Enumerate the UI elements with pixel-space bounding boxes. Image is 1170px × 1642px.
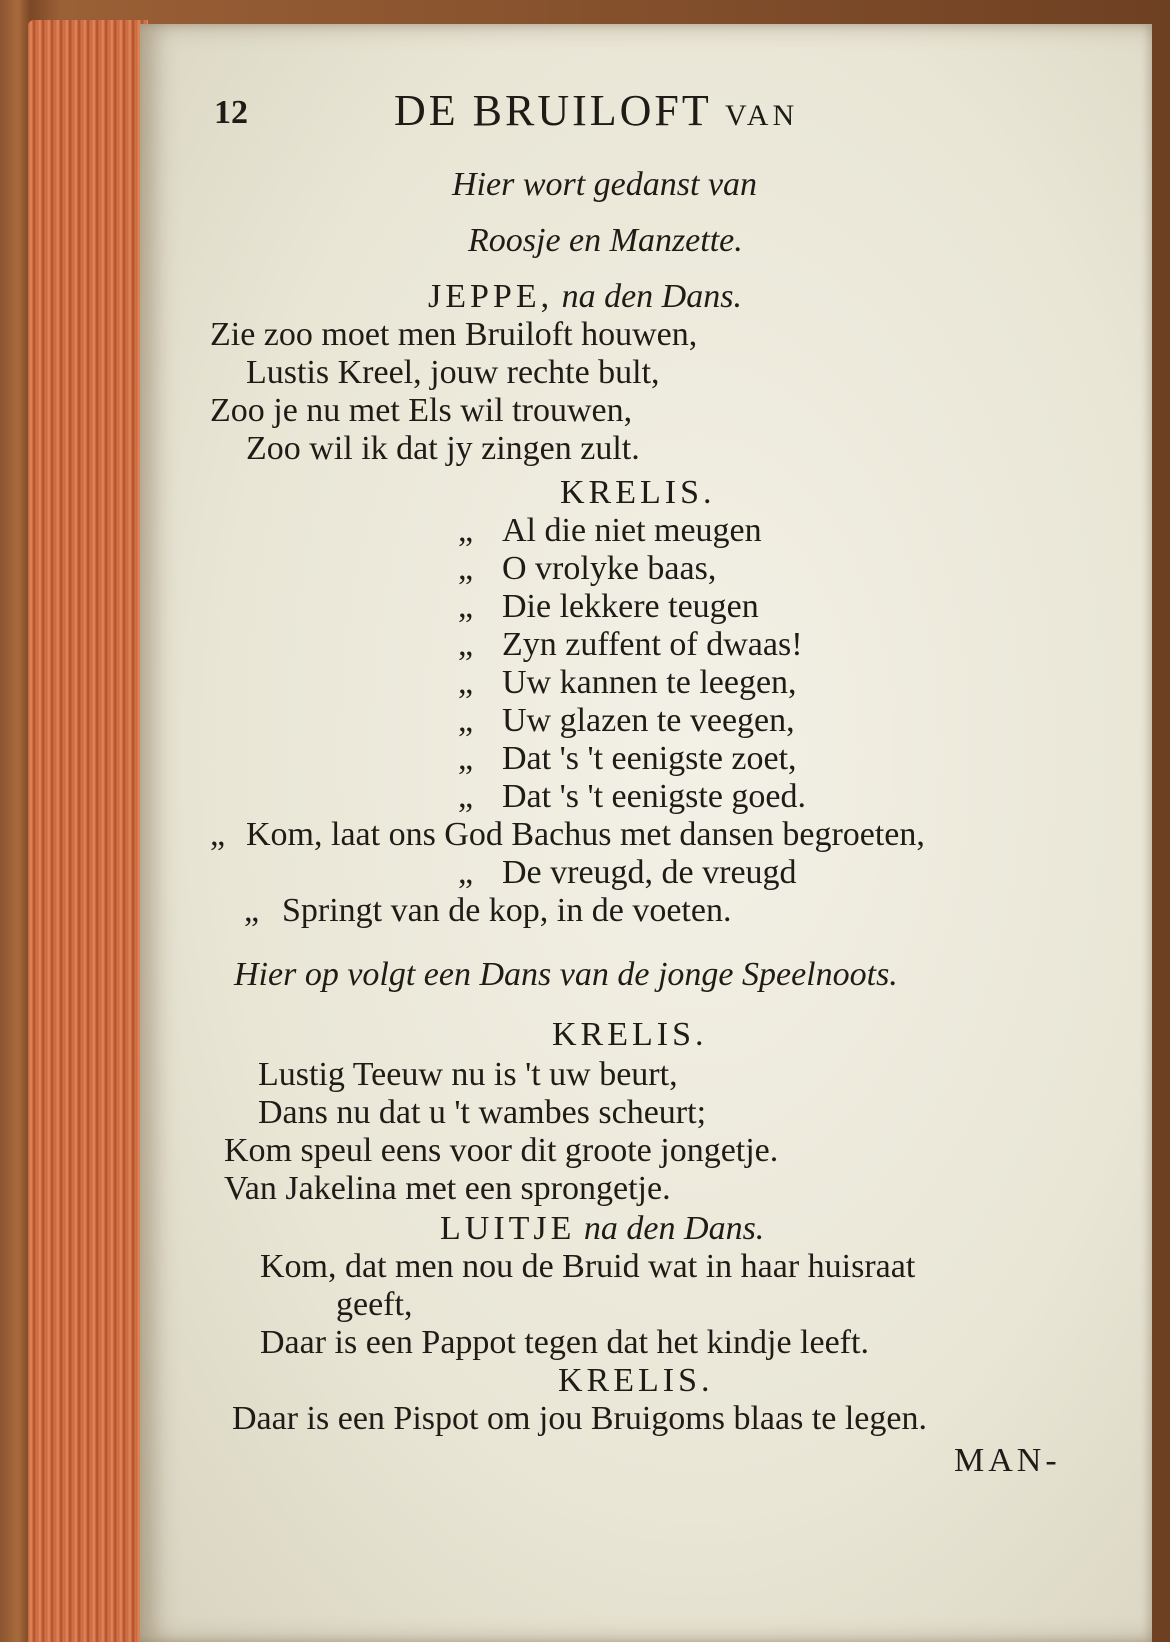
book-page-edges: [28, 20, 148, 1642]
song-line: [458, 664, 797, 702]
speaker-heading: [428, 278, 742, 316]
quote-mark: „: [458, 740, 474, 777]
verse-line: Kom speul eens voor dit groote jongetje.: [224, 1132, 779, 1169]
verse-line: Daar is een Pispot om jou Bruigoms blaas te legen.: [232, 1400, 927, 1437]
catchword: MAN-: [954, 1442, 1061, 1479]
song-text: De vreugd, de vreugd: [502, 854, 797, 891]
page-number: 12: [214, 94, 248, 131]
quote-mark: „: [458, 854, 474, 891]
quote-mark: „: [458, 588, 474, 625]
speaker-heading: [440, 1210, 764, 1248]
verse-line: Zoo je nu met Els wil trouwen,: [210, 392, 633, 429]
speaker-direction: na den Dans.: [583, 1210, 765, 1247]
quote-mark: „: [458, 664, 474, 701]
song-line: [458, 626, 803, 664]
verse-line: geeft,: [336, 1286, 413, 1323]
running-title-main: DE BRUILOFT: [394, 86, 711, 135]
song-line: [458, 588, 759, 626]
song-line: [458, 550, 716, 588]
quote-mark: „: [210, 816, 226, 853]
stage-direction-line: Roosje en Manzette.: [468, 222, 743, 259]
song-line: [244, 892, 731, 930]
verse-line: Daar is een Pappot tegen dat het kindje leeft.: [260, 1324, 869, 1361]
speaker-heading: KRELIS.: [560, 474, 716, 511]
song-text: Springt van de kop, in de voeten.: [282, 892, 732, 929]
song-line: [458, 778, 806, 816]
book-page: [140, 24, 1152, 1642]
quote-mark: „: [458, 702, 474, 739]
quote-mark: „: [244, 892, 260, 929]
running-title: [394, 86, 799, 135]
song-text: Die lekkere teugen: [502, 588, 759, 625]
verse-line: Zie zoo moet men Bruiloft houwen,: [210, 316, 698, 353]
speaker-name: JEPPE,: [428, 278, 554, 315]
verse-line: Kom, dat men nou de Bruid wat in haar huisraat: [260, 1248, 916, 1285]
stage-direction-line: Hier op volgt een Dans van de jonge Speelnoots.: [234, 956, 898, 993]
verse-line: Lustig Teeuw nu is 't uw beurt,: [258, 1056, 678, 1093]
quote-mark: „: [458, 550, 474, 587]
speaker-heading: KRELIS.: [552, 1016, 708, 1053]
verse-line: Van Jakelina met een sprongetje.: [224, 1170, 671, 1207]
quote-mark: „: [458, 512, 474, 549]
song-text: Dat 's 't eenigste goed.: [502, 778, 807, 815]
song-text: O vrolyke baas,: [502, 550, 717, 587]
song-line: [458, 702, 795, 740]
running-title-tail: VAN: [724, 99, 799, 132]
song-line: [458, 512, 762, 550]
song-text: Kom, laat ons God Bachus met dansen begroeten,: [246, 816, 925, 853]
verse-line: Zoo wil ik dat jy zingen zult.: [246, 430, 640, 467]
speaker-name: LUITJE: [440, 1210, 576, 1247]
song-line: [458, 740, 797, 778]
verse-line: Lustis Kreel, jouw rechte bult,: [246, 354, 660, 391]
song-line: [458, 854, 797, 892]
song-line: [210, 816, 925, 854]
quote-mark: „: [458, 626, 474, 663]
quote-mark: „: [458, 778, 474, 815]
song-text: Uw kannen te leegen,: [502, 664, 797, 701]
verse-line: Dans nu dat u 't wambes scheurt;: [258, 1094, 707, 1131]
song-text: Dat 's 't eenigste zoet,: [502, 740, 797, 777]
stage-direction-line: Hier wort gedanst van: [452, 166, 758, 203]
speaker-heading: KRELIS.: [558, 1362, 714, 1399]
song-text: Zyn zuffent of dwaas!: [502, 626, 803, 663]
song-text: Uw glazen te veegen,: [502, 702, 795, 739]
song-text: Al die niet meugen: [502, 512, 762, 549]
speaker-direction: na den Dans.: [561, 278, 742, 315]
